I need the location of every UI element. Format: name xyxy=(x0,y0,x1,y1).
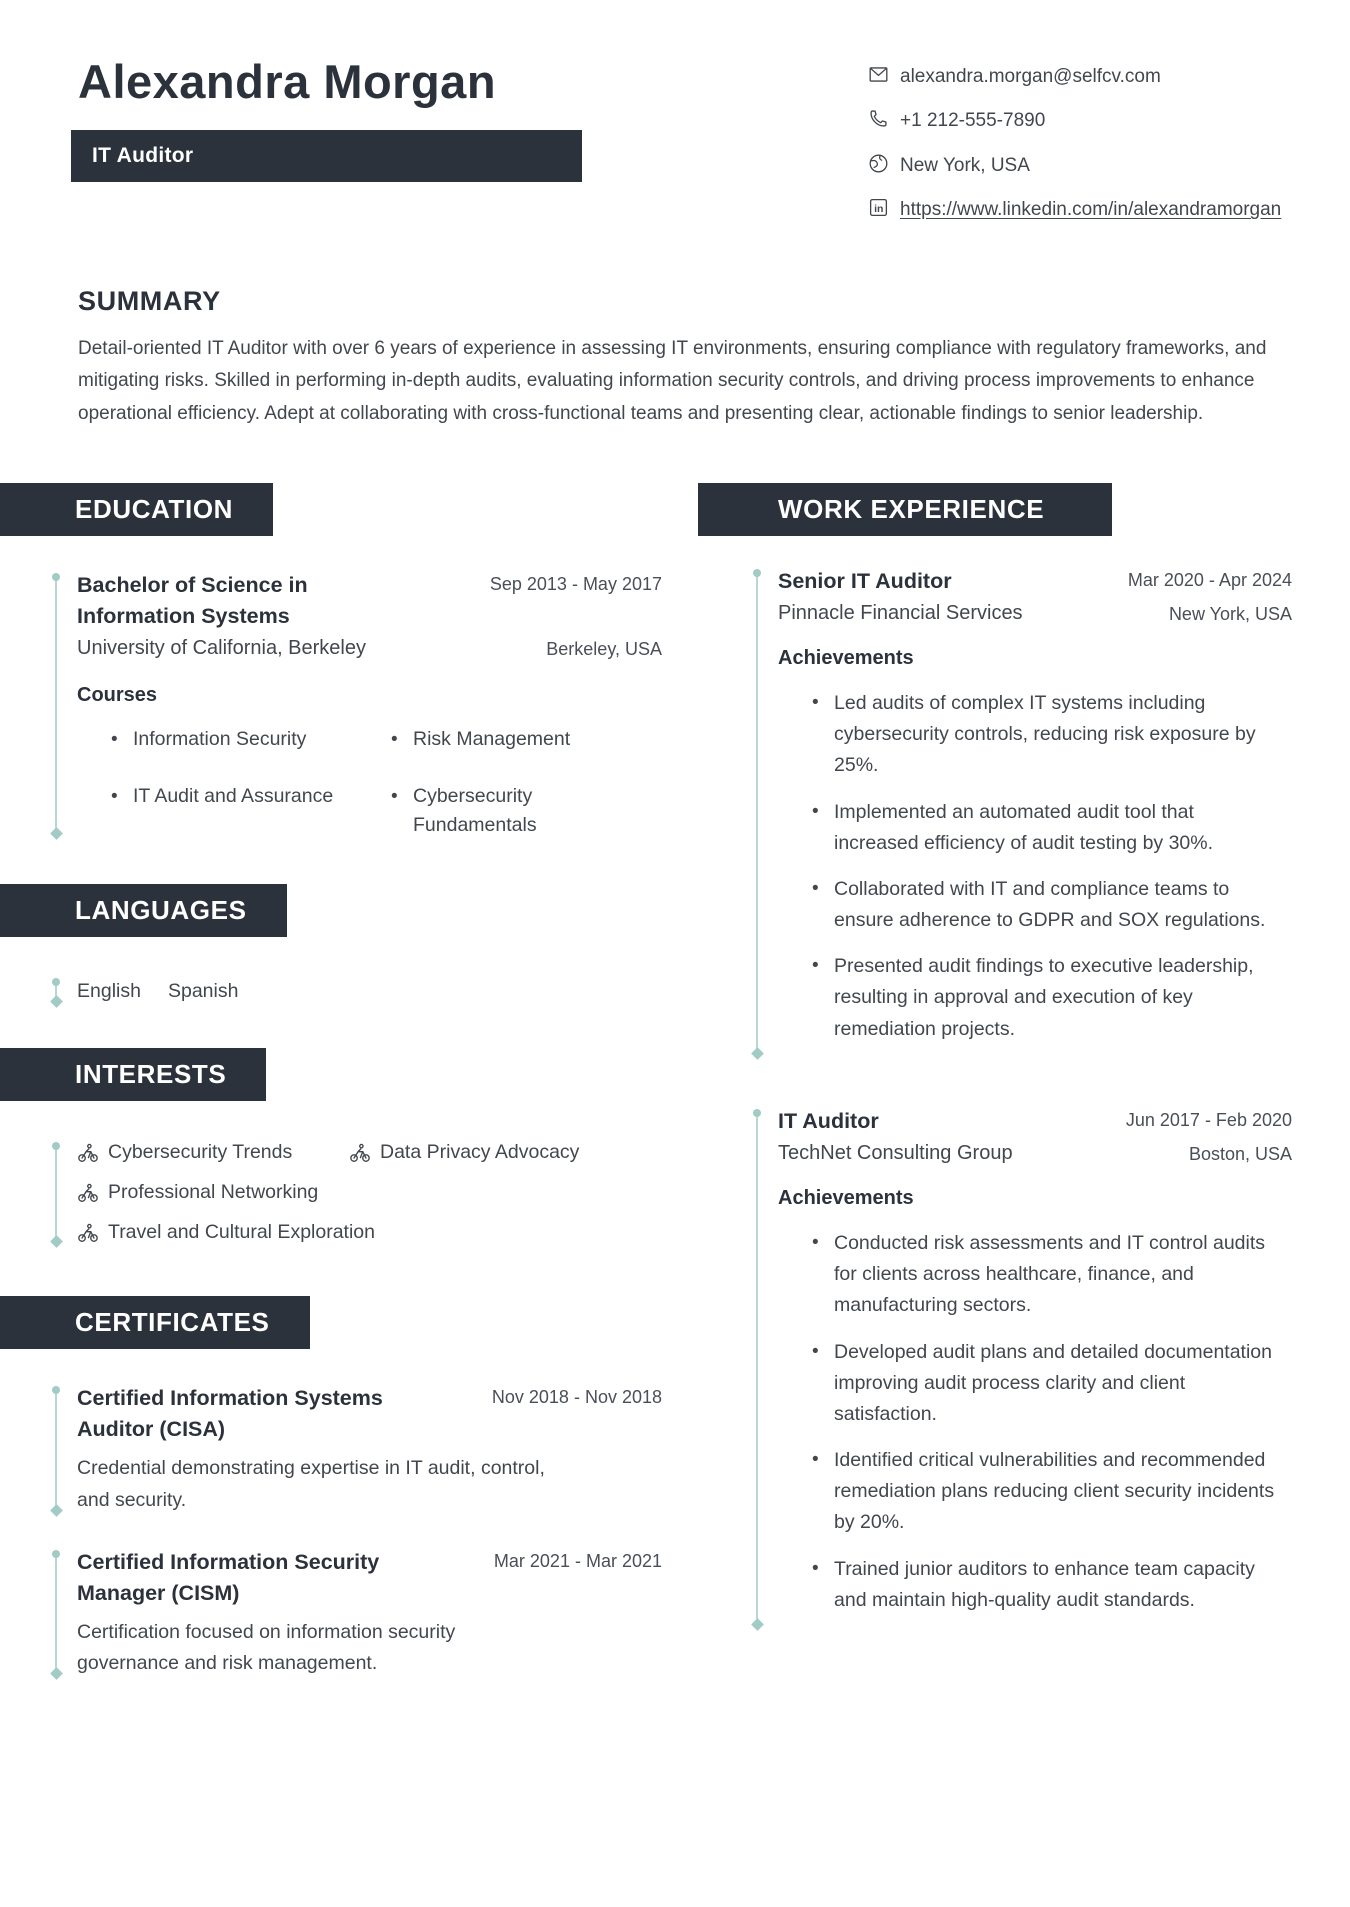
achievement-item xyxy=(812,688,1292,782)
timeline-decoration xyxy=(756,1113,758,1624)
courses-label: Courses xyxy=(77,684,158,707)
bullet-dot-icon: • xyxy=(812,1340,819,1362)
certificate-entry xyxy=(55,1383,662,1517)
achievement-text: Led audits of complex IT systems including cybersecurity controls, reducing risk exposure by 25%. xyxy=(834,691,1256,777)
job-location: New York, USA xyxy=(1168,603,1292,624)
achievement-text: Collaborated with IT and compliance teams to ensure adherence to GDPR and SOX regulations. xyxy=(834,877,1266,932)
achievement-text: Trained junior auditors to enhance team capacity and maintain high-quality audit standards. xyxy=(834,1557,1255,1611)
interest-text: Travel and Cultural Exploration xyxy=(108,1221,375,1243)
timeline-decoration xyxy=(55,982,57,1001)
achievement-item xyxy=(812,1554,1292,1616)
interest-item xyxy=(77,1141,349,1164)
contact-block xyxy=(868,62,1292,240)
education-heading: EDUCATION xyxy=(0,483,273,536)
achievements-list xyxy=(812,688,1292,1045)
identity-block xyxy=(78,56,582,240)
education-entry xyxy=(55,570,662,840)
summary-section xyxy=(78,286,1295,431)
language-item: Spanish xyxy=(167,980,239,1002)
languages-list xyxy=(77,975,662,1008)
contact-email-row xyxy=(868,62,1292,91)
interest-text: Professional Networking xyxy=(108,1181,319,1203)
courses-list xyxy=(111,725,662,840)
contact-phone-row xyxy=(868,106,1292,135)
timeline-decoration xyxy=(55,577,57,833)
interest-item xyxy=(77,1221,375,1244)
course-item xyxy=(111,782,391,841)
linkedin-icon xyxy=(868,197,889,218)
interest-text: Cybersecurity Trends xyxy=(108,1141,293,1163)
achievement-item xyxy=(812,1337,1292,1431)
envelope-icon xyxy=(868,64,889,85)
course-text: Risk Management xyxy=(413,728,571,751)
contact-linkedin-row xyxy=(868,195,1292,224)
achievement-text: Identified critical vulnerabilities and recommended remediation plans reducing client security incidents by 20%. xyxy=(834,1449,1275,1534)
job-dates: Jun 2017 - Feb 2020 xyxy=(1125,1109,1292,1130)
achievement-item xyxy=(812,797,1292,859)
achievements-list xyxy=(812,1228,1292,1616)
certificate-dates: Mar 2021 - Mar 2021 xyxy=(493,1550,662,1571)
job-title-banner: IT Auditor xyxy=(71,130,582,182)
timeline-decoration xyxy=(55,1390,57,1510)
bullet-dot-icon: • xyxy=(391,729,398,751)
interest-item xyxy=(77,1181,318,1204)
bullet-dot-icon: • xyxy=(111,729,118,751)
bullet-dot-icon: • xyxy=(111,785,118,807)
achievement-item xyxy=(812,951,1292,1045)
language-item: English xyxy=(77,980,141,1002)
job-title: IT Auditor xyxy=(778,1108,879,1133)
company-name: TechNet Consulting Group xyxy=(778,1141,1013,1164)
bullet-dot-icon: • xyxy=(812,955,819,977)
bullet-dot-icon: • xyxy=(812,691,819,713)
achievements-label: Achievements xyxy=(778,1186,914,1209)
job-location: Boston, USA xyxy=(1188,1143,1292,1164)
achievement-text: Presented audit findings to executive leadership, resulting in approval and execution of key remediation projects. xyxy=(834,955,1254,1040)
contact-location-row xyxy=(868,151,1292,180)
body-columns xyxy=(0,483,1350,1680)
interest-item xyxy=(349,1141,579,1164)
achievement-text: Conducted risk assessments and IT control audits for clients across healthcare, finance, and manufacturing sectors. xyxy=(834,1231,1266,1317)
company-name: Pinnacle Financial Services xyxy=(778,601,1023,624)
certificate-description: Credential demonstrating expertise in IT audit, control, and security. xyxy=(77,1457,545,1511)
achievement-item xyxy=(812,1445,1292,1539)
contact-location: New York, USA xyxy=(900,154,1030,176)
cyclist-icon xyxy=(77,1222,99,1244)
contact-phone: +1 212-555-7890 xyxy=(900,110,1046,132)
certificate-title: Certified Information Security Manager (CISM) xyxy=(77,1549,380,1605)
bullet-dot-icon: • xyxy=(812,1231,819,1253)
bullet-dot-icon: • xyxy=(812,1449,819,1471)
achievement-item xyxy=(812,874,1292,936)
timeline-decoration xyxy=(55,1554,57,1674)
contact-linkedin-link[interactable]: https://www.linkedin.com/in/alexandramorgan xyxy=(900,199,1282,221)
achievement-text: Developed audit plans and detailed documentation improving audit process clarity and client satisfaction. xyxy=(834,1340,1272,1425)
course-item xyxy=(391,782,662,841)
summary-text: Detail-oriented IT Auditor with over 6 years of experience in assessing IT environments, ensuring compliance with regulatory frameworks, and mitigating risks. Skilled in performing in-depth audits, evaluating information security controls, and driving process improvements to enhance operational efficiency. Adept at collaborating with cross-functional teams and presenting clear, actionable findings to senior leadership. xyxy=(78,337,1267,425)
globe-icon xyxy=(868,153,889,174)
languages-entry xyxy=(55,975,662,1008)
interests-list xyxy=(77,1139,662,1248)
job-dates: Mar 2020 - Apr 2024 xyxy=(1127,569,1292,590)
education-location: Berkeley, USA xyxy=(546,639,662,660)
course-item xyxy=(111,725,391,755)
phone-icon xyxy=(868,108,889,129)
achievement-item xyxy=(812,1228,1292,1322)
contact-email: alexandra.morgan@selfcv.com xyxy=(900,66,1161,87)
timeline-decoration xyxy=(756,573,758,1053)
bullet-dot-icon: • xyxy=(812,800,819,822)
job-entry xyxy=(756,1106,1292,1631)
certificate-description: Certification focused on information security governance and risk management. xyxy=(77,1620,456,1675)
degree-title: Bachelor of Science in Information Systems xyxy=(77,572,308,628)
bullet-dot-icon: • xyxy=(391,785,398,807)
header xyxy=(0,0,1350,240)
cyclist-icon xyxy=(77,1142,99,1164)
bullet-dot-icon: • xyxy=(812,1557,819,1579)
certificate-dates: Nov 2018 - Nov 2018 xyxy=(491,1387,662,1407)
languages-heading: LANGUAGES xyxy=(0,884,287,937)
course-text: IT Audit and Assurance xyxy=(133,784,334,807)
svg-text:in: in xyxy=(874,203,884,216)
course-text: Cybersecurity Fundamentals xyxy=(413,784,537,836)
left-column xyxy=(0,483,662,1680)
work-experience-heading: WORK EXPERIENCE xyxy=(698,483,1112,536)
cyclist-icon xyxy=(349,1142,371,1164)
interests-entry xyxy=(55,1139,662,1248)
interest-text: Data Privacy Advocacy xyxy=(380,1141,580,1163)
achievements-label: Achievements xyxy=(778,646,914,669)
education-dates: Sep 2013 - May 2017 xyxy=(489,573,662,594)
job-entry xyxy=(756,566,1292,1060)
achievement-text: Implemented an automated audit tool that increased efficiency of audit testing by 30%. xyxy=(834,800,1214,854)
school-name: University of California, Berkeley xyxy=(77,637,366,660)
course-item xyxy=(391,725,662,755)
cyclist-icon xyxy=(77,1182,99,1204)
certificate-entry xyxy=(55,1547,662,1681)
summary-heading: SUMMARY xyxy=(78,285,221,316)
person-name: Alexandra Morgan xyxy=(78,55,497,108)
certificate-title: Certified Information Systems Auditor (CISA) xyxy=(77,1386,383,1442)
bullet-dot-icon: • xyxy=(812,877,819,899)
certificates-heading: CERTIFICATES xyxy=(0,1296,310,1349)
job-title: Senior IT Auditor xyxy=(778,568,952,593)
right-column xyxy=(698,483,1350,1631)
course-text: Information Security xyxy=(133,728,307,751)
timeline-decoration xyxy=(55,1146,57,1241)
interests-heading: INTERESTS xyxy=(0,1048,266,1101)
